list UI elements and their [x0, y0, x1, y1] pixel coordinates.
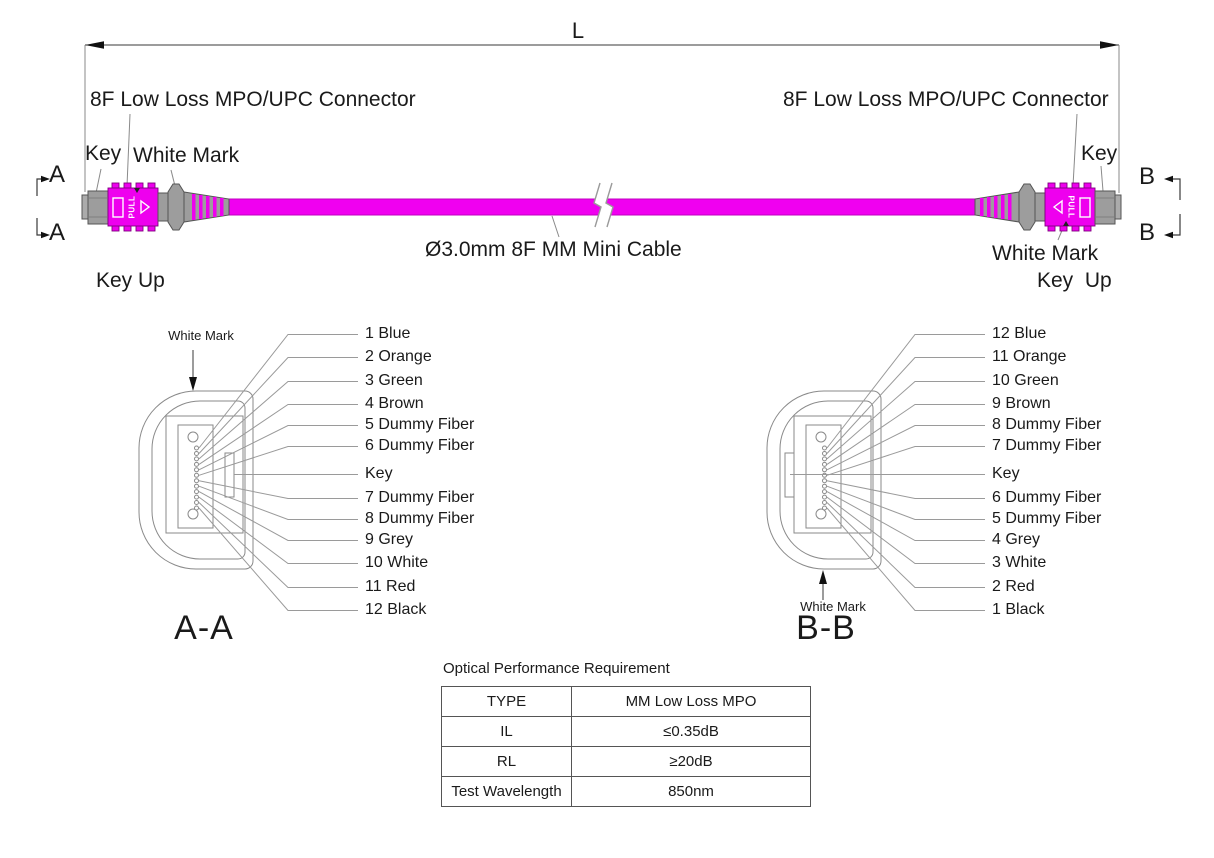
table-row [442, 687, 811, 717]
table-row [442, 717, 811, 747]
fiber-dots-aa [195, 446, 199, 510]
aa-fiber-label: 1 Blue [365, 325, 411, 342]
right-mpo-connector [975, 183, 1121, 231]
left-white-mark-label: White Mark [133, 144, 240, 167]
table-cell-il: IL [442, 717, 572, 747]
right-white-mark-label: White Mark [992, 242, 1099, 265]
section-a-bottom: A [49, 219, 66, 246]
bb-fiber-label: 2 Red [992, 578, 1035, 595]
table-cell-wavelength-value: 850nm [572, 777, 811, 807]
length-dimension-label: L [571, 18, 585, 43]
left-key-up-label: Key Up [96, 269, 165, 292]
aa-key-label: Key [365, 465, 393, 482]
bb-fiber-label: 3 White [992, 554, 1047, 571]
aa-fiber-label: 2 Orange [365, 348, 432, 365]
bb-end-face [767, 335, 985, 611]
bb-fiber-label: 10 Green [992, 372, 1059, 389]
aa-fiber-label: 7 Dummy Fiber [365, 489, 475, 506]
bb-fiber-label: 8 Dummy Fiber [992, 416, 1102, 433]
section-a-top: A [49, 161, 66, 188]
right-connector-label: 8F Low Loss MPO/UPC Connector [783, 88, 1109, 111]
bb-fiber-label: 5 Dummy Fiber [992, 510, 1102, 527]
dimension-line [85, 41, 1119, 193]
aa-fiber-label: 6 Dummy Fiber [365, 437, 475, 454]
aa-fiber-label: 9 Grey [365, 531, 414, 548]
performance-table-title: Optical Performance Requirement [443, 660, 670, 677]
pull-text-left: PULL [127, 195, 137, 219]
bb-fiber-label: 9 Brown [992, 395, 1051, 412]
section-b-bottom: B [1139, 219, 1156, 246]
performance-table [441, 686, 811, 807]
aa-white-mark-label: White Mark [168, 328, 234, 343]
table-cell-rl-value: ≥20dB [572, 747, 811, 777]
bb-fiber-label: 12 Blue [992, 325, 1047, 342]
aa-fiber-label: 10 White [365, 554, 429, 571]
bb-fiber-label: 6 Dummy Fiber [992, 489, 1102, 506]
table-cell-type: TYPE [442, 687, 572, 717]
table-cell-rl: RL [442, 747, 572, 777]
bb-key-label: Key [992, 465, 1020, 482]
pull-text-right: PULL [1066, 195, 1076, 219]
right-key-up-label: Key Up [1037, 269, 1112, 292]
aa-end-face [139, 335, 358, 611]
aa-fiber-label: 3 Green [365, 372, 423, 389]
table-cell-il-value: ≤0.35dB [572, 717, 811, 747]
aa-fiber-label: 5 Dummy Fiber [365, 416, 475, 433]
bb-view-title: B-B [796, 609, 856, 647]
aa-view-title: A-A [174, 609, 234, 647]
key-tab-aa [225, 453, 234, 497]
right-key-label: Key [1081, 142, 1118, 165]
table-cell-wavelength: Test Wavelength [442, 777, 572, 807]
aa-fiber-label: 8 Dummy Fiber [365, 510, 475, 527]
aa-fiber-label: 12 Black [365, 601, 427, 618]
left-mpo-connector [82, 183, 229, 231]
aa-fiber-label: 11 Red [365, 578, 416, 595]
bb-white-mark-label: White Mark [800, 599, 866, 614]
fiber-dots-bb [823, 446, 827, 510]
left-key-label: Key [85, 142, 122, 165]
aa-fiber-label: 4 Brown [365, 395, 424, 412]
cable-label: Ø3.0mm 8F MM Mini Cable [425, 238, 682, 261]
section-b-top: B [1139, 163, 1156, 190]
table-row [442, 777, 811, 807]
optical-performance-section [441, 660, 812, 807]
bb-fiber-label: 4 Grey [992, 531, 1041, 548]
cable [229, 183, 975, 227]
bb-fiber-label: 7 Dummy Fiber [992, 437, 1102, 454]
white-mark-arrow-aa [189, 377, 197, 391]
left-connector-label: 8F Low Loss MPO/UPC Connector [90, 88, 416, 111]
table-row [442, 747, 811, 777]
bb-fiber-label: 1 Black [992, 601, 1045, 618]
bb-fiber-label: 11 Orange [992, 348, 1067, 365]
white-mark-arrow-bb [819, 570, 827, 584]
table-cell-type-value: MM Low Loss MPO [572, 687, 811, 717]
